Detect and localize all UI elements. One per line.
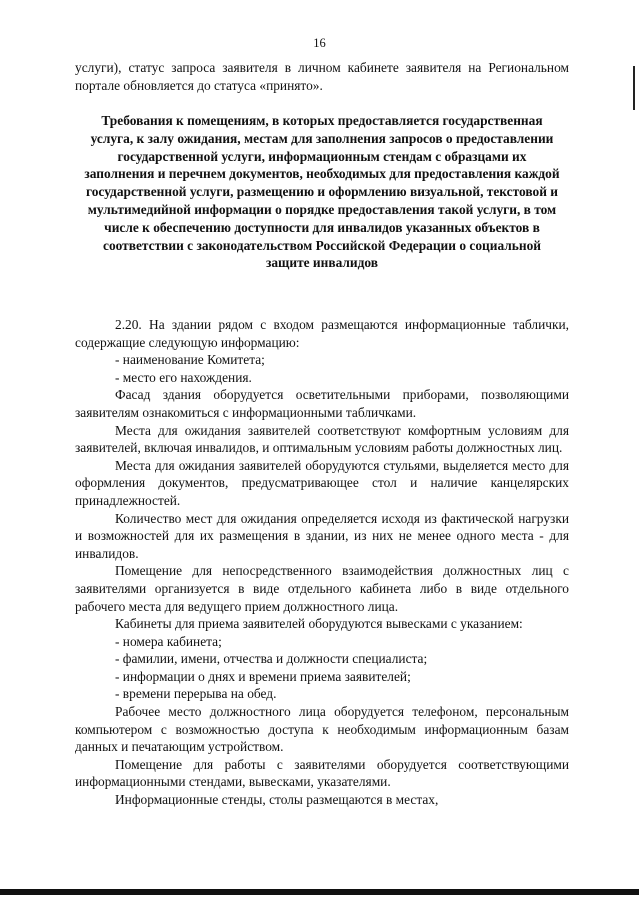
- page-number: 16: [313, 36, 326, 50]
- paragraph-cabinets: Кабинеты для приема заявителей оборудуются вывесками с указанием:: [115, 616, 523, 632]
- list-item: - фамилии, имени, отчества и должности специалиста;: [115, 651, 428, 667]
- paragraph-interaction-room: Помещение для непосредственного взаимодействия должностных лиц с заявителями организуется в виде отдельного кабинета либо в виде отдельного рабочего места для ведущего прием должностного лица.: [75, 563, 569, 614]
- list-item: - место его нахождения.: [115, 369, 252, 385]
- section-heading: Требования к помещениям, в которых предоставляется государственная услуга, к залу ожидания, местам для заполнения запросов о предоставлении государственной услуги, информационным стендам с образцами их заполнения и перечнем документов, необходимых для предоставления каждой государственной услуги, размещению и оформлению визуальной, текстовой и мультимедийной информации о порядке предоставления такой услуги, в том числе к обеспечению доступности для инвалидов указанных объектов в соответствии с законодательством Российской Федерации о социальной защите инвалидов: [84, 113, 560, 271]
- margin-mark: [633, 66, 635, 110]
- scan-bottom-edge: [0, 889, 639, 895]
- list-item: - времени перерыва на обед.: [115, 686, 277, 702]
- main-text: [75, 316, 569, 809]
- list-item: - номера кабинета;: [115, 633, 222, 649]
- paragraph-waiting-equipment: Места для ожидания заявителей оборудуются стульями, выделяется место для оформления документов, предусматривающее стол и наличие канцелярских принадлежностей.: [75, 457, 569, 508]
- paragraph-2-20: 2.20. На здании рядом с входом размещаются информационные таблички, содержащие следующую информацию:: [75, 317, 569, 350]
- paragraph-waiting-count: Количество мест для ожидания определяется исходя из фактической нагрузки и возможностей для их размещения в здании, из них не менее одного места - для инвалидов.: [75, 510, 569, 561]
- list-item: - информации о днях и времени приема заявителей;: [115, 668, 411, 684]
- paragraph-workplace: Рабочее место должностного лица оборудуется телефоном, персональным компьютером с возможностью доступа к необходимым информационным базам данных и печатающим устройством.: [75, 704, 569, 755]
- paragraph-waiting-places: Места для ожидания заявителей соответствуют комфортным условиям для заявителей, включая инвалидов, и оптимальным условиям работы должностных лиц.: [75, 422, 569, 456]
- intro-paragraph: услуги), статус запроса заявителя в личном кабинете заявителя на Региональном портале обновляется до статуса «принято».: [75, 60, 569, 93]
- paragraph-room-stands: Помещение для работы с заявителями оборудуется соответствующими информационными стендами, вывесками, указателями.: [75, 756, 569, 790]
- list-item: - наименование Комитета;: [115, 352, 265, 368]
- intro-section: [75, 59, 569, 94]
- paragraph-info-stands: Информационные стенды, столы размещаются в местах,: [115, 792, 439, 808]
- paragraph-facade: Фасад здания оборудуется осветительными приборами, позволяющими заявителям ознакомиться с информационными табличками.: [75, 387, 569, 420]
